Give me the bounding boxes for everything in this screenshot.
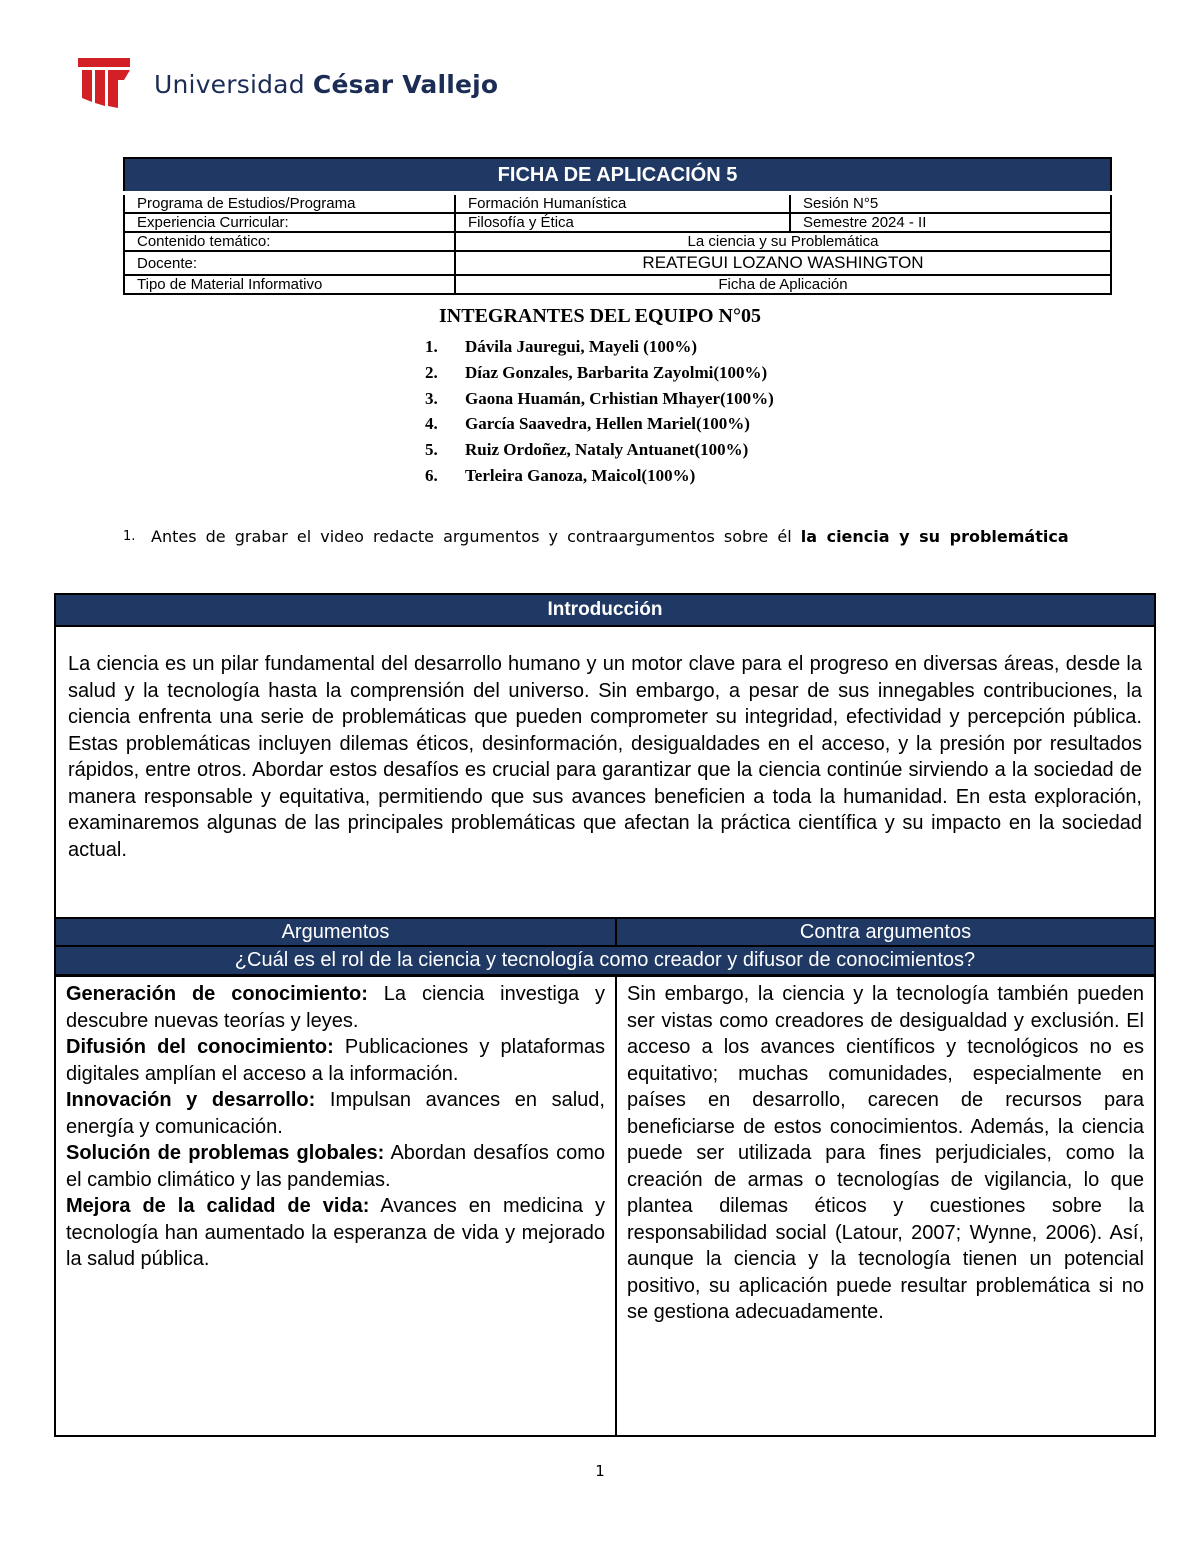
list-item: 6. Terleira Ganoza, Maicol(100%) [425,465,696,485]
arguments-header: Argumentos [55,918,616,946]
argument-item: Mejora de la calidad de vida: Avances en medicina y tecnología han aumentado la esperanza de vida y mejorado la salud pública. [66,1195,606,1270]
ficha-row [124,275,1111,294]
page-number: 1 [595,1462,605,1480]
counter-arguments-cell [616,976,1155,1437]
ficha-value: La ciencia y su Problemática [455,232,1111,251]
ficha-row [124,232,1111,251]
argument-item: Generación de conocimiento: La ciencia investiga y descubre nuevas teorías y leyes. [66,983,605,1032]
ficha-row [124,251,1111,275]
ficha-label: Programa de Estudios/Programa [124,193,455,213]
assignment-question [123,522,1078,551]
ficha-row [124,193,1111,213]
question-number: 1. [123,529,136,544]
list-item: 3. Gaona Huamán, Crhistian Mhayer(100%) [425,388,774,408]
guiding-question: ¿Cuál es el rol de la ciencia y tecnología como creador y difusor de conocimientos? [55,946,1155,976]
question-text: Antes de grabar el video redacte argumentos y contraargumentos sobre él la ciencia y su problemática [151,527,1069,546]
arguments-table [54,593,1156,1437]
counter-arguments-header: Contra argumentos [616,918,1155,946]
ficha-row [124,213,1111,232]
ficha-extra: Sesión N°5 [790,193,1111,213]
argument-item: Innovación y desarrollo: Impulsan avances en salud, energía y comunicación. [66,1089,605,1138]
university-name: Universidad César Vallejo [154,69,499,99]
list-item: 1. Dávila Jauregui, Mayeli (100%) [425,337,697,356]
arguments-cell [55,976,616,1437]
ficha-title: FICHA DE APLICACIÓN 5 [124,158,1111,193]
ficha-extra: Semestre 2024 - II [790,213,1111,232]
ficha-label: Contenido temático: [124,232,455,251]
team-members-list [425,334,774,489]
ficha-header-table [123,157,1112,295]
list-item: 4. García Saavedra, Hellen Mariel(100%) [425,414,750,434]
ficha-value: REATEGUI LOZANO WASHINGTON [455,251,1111,275]
ficha-label: Tipo de Material Informativo [124,275,455,294]
counter-argument-text: Sin embargo, la ciencia y la tecnología también pueden ser vistas como creadores de desigualdad y exclusión. El acceso a los avances científicos y tecnológicos no es equitativo; muchas comunidades, especialmente en países en desarrollo, carecen de recursos para beneficiarse de estos conocimientos. Además, la ciencia puede ser utilizada para fines perjudiciales, como la creación de armas o tecnologías de vigilancia, lo que plantea dilemas éticos y cuestiones sobre la responsabilidad social (Latour, 2007; Wynne, 2006). Así, aunque la ciencia y la tecnología tienen un potencial positivo, su aplicación puede resultar problemática si no se gestiona adecuadamente. [627,983,1144,1323]
intro-text: La ciencia es un pilar fundamental del desarrollo humano y un motor clave para el progreso en diversas áreas, desde la salud y la tecnología hasta la comprensión del universo. Sin embargo, a pesar de sus innegables contribuciones, la ciencia enfrenta una serie de problemáticas que pueden comprometer su integridad, efectividad y percepción pública. Estas problemáticas incluyen dilemas éticos, desinformación, desigualdades en el acceso, y la presión por resultados rápidos, entre otros. Abordar estos desafíos es crucial para garantizar que la ciencia continúe sirviendo a la sociedad de manera responsable y equitativa, permitiendo que sus avances beneficien a toda la humanidad. En esta exploración, examinaremos algunas de las principales problemáticas que afectan la práctica científica y su impacto en la sociedad actual. [55,626,1155,918]
team-title: INTEGRANTES DEL EQUIPO N°05 [439,305,761,327]
intro-header: Introducción [55,594,1155,626]
ficha-label: Experiencia Curricular: [124,213,455,232]
ficha-value: Formación Humanística [455,193,790,213]
argument-item: Solución de problemas globales: Abordan desafíos como el cambio climático y las pandemias. [66,1142,605,1191]
ficha-label: Docente: [124,251,455,275]
list-item: 2. Díaz Gonzales, Barbarita Zayolmi(100%) [425,362,768,382]
list-item: 5. Ruiz Ordoñez, Nataly Antuanet(100%) [425,440,749,460]
ucv-shield-icon [78,58,130,110]
ficha-value: Ficha de Aplicación [455,275,1111,294]
university-logo [78,58,498,110]
argument-item: Difusión del conocimiento: Publicaciones y plataformas digitales amplían el acceso a la información. [66,1036,606,1085]
ficha-value: Filosofía y Ética [455,213,790,232]
